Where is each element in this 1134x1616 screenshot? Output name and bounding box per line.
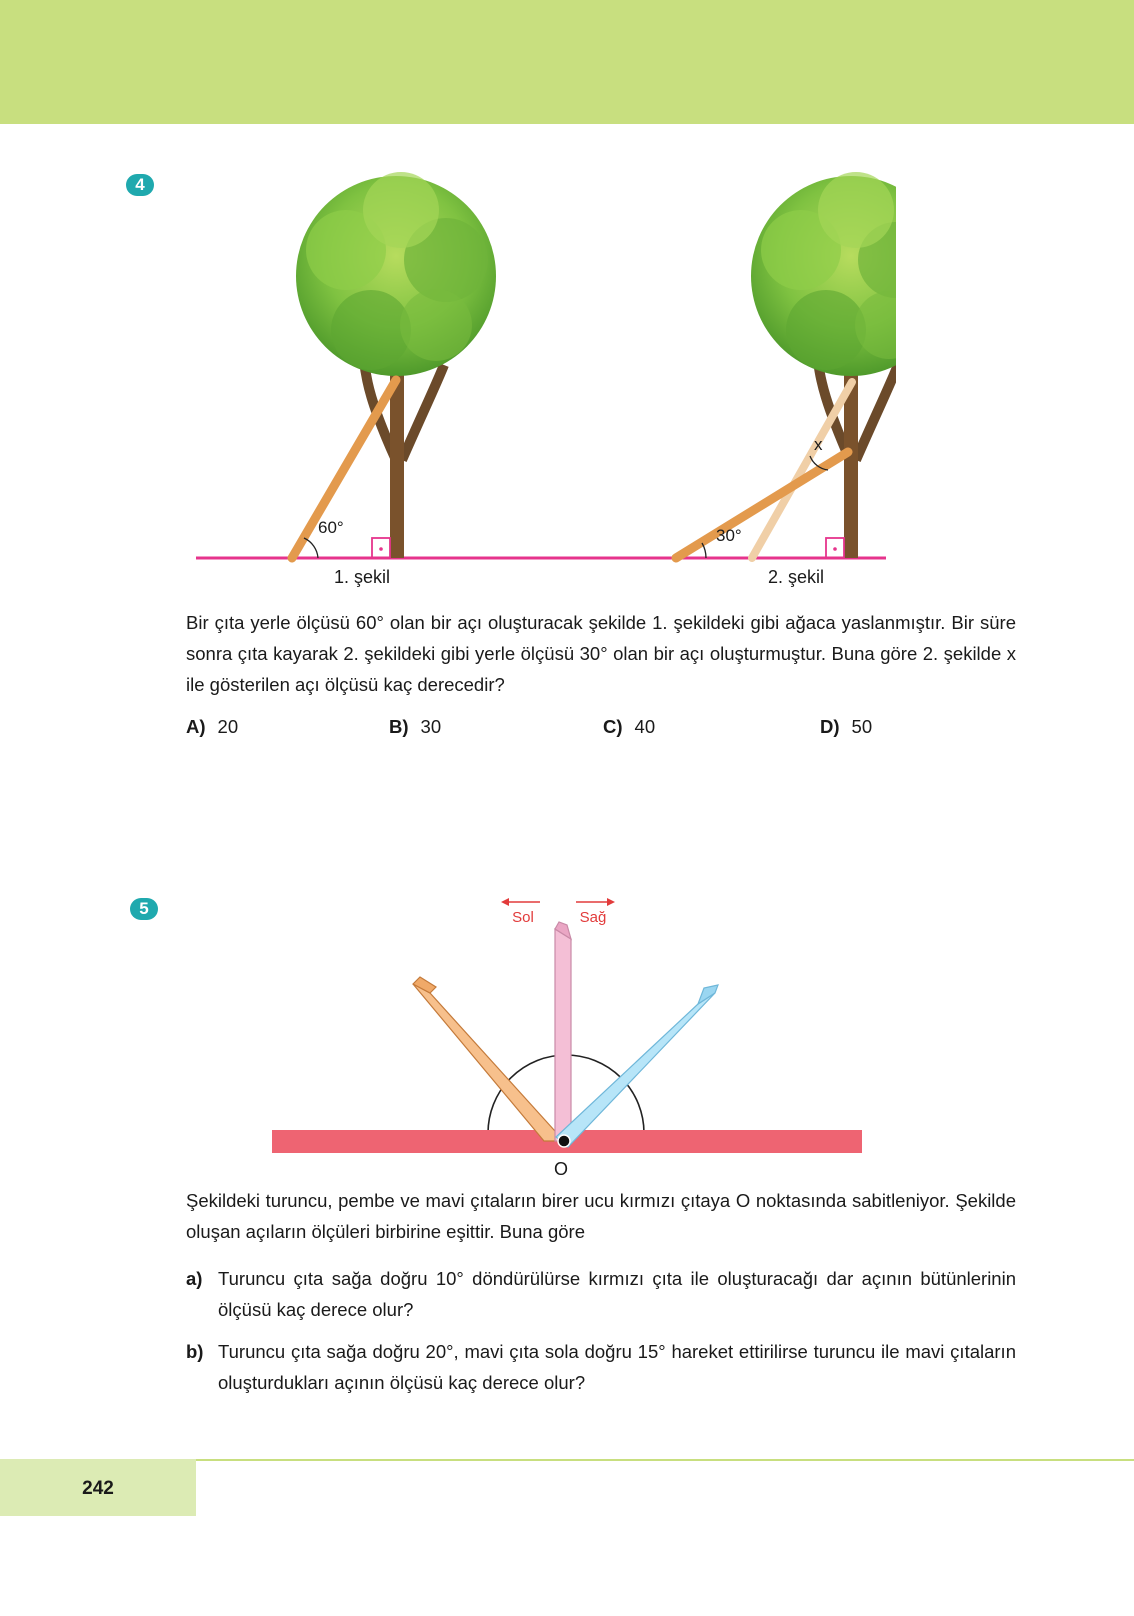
- question-4-badge: 4: [126, 174, 154, 196]
- question-5-badge: 5: [130, 898, 158, 920]
- figure-2-caption: 2. şekil: [767, 566, 825, 587]
- choice-a[interactable]: A) 20: [186, 716, 239, 737]
- question-4-choices: [186, 716, 946, 740]
- stick-2-previous: [752, 382, 852, 558]
- pink-stick: [555, 922, 571, 1141]
- question-5-item-b: b) Turuncu çıta sağa doğru 20°, mavi çıta sola doğru 15° hareket ettirilirse turuncu ile mavi çıtaların oluşturdukları açının ölçüsü kaç derece olur?: [186, 1341, 1016, 1393]
- question-4-text: Bir çıta yerle ölçüsü 60° olan bir açı oluşturacak şekilde 1. şekildeki gibi ağaca yaslanmıştır. Bir süre sonra çıta kayarak 2. şekildeki gibi yerle ölçüsü 30° olan bir açı oluşturmuştur. Buna göre 2. şekilde x ile gösterilen açı ölçüsü kaç derecedir?: [186, 612, 1016, 695]
- right-label: Sağ: [579, 909, 607, 926]
- pivot-point: [558, 1135, 570, 1147]
- question-5-intro: Şekildeki turuncu, pembe ve mavi çıtaların birer ucu kırmızı çıtaya O noktasında sabitleniyor. Şekilde oluşan açıların ölçüleri birbirine eşittir. Buna göre: [186, 1190, 1016, 1242]
- figure-1-caption: 1. şekil: [333, 566, 391, 587]
- question-4-figure: [196, 160, 896, 590]
- question-5-item-a: a) Turuncu çıta sağa doğru 10° döndürülürse kırmızı çıta ile oluşturacağı dar açının bütünlerinin ölçüsü kaç derece olur?: [186, 1268, 1016, 1320]
- angle-x-label: x: [814, 435, 823, 454]
- header-band: [0, 0, 1134, 124]
- choice-c[interactable]: C) 40: [603, 716, 656, 737]
- stick-1: [292, 380, 396, 558]
- question-5-figure: [260, 885, 870, 1175]
- choice-d[interactable]: D) 50: [820, 716, 873, 737]
- angle-60-label: 60°: [318, 518, 344, 537]
- choice-b[interactable]: B) 30: [389, 716, 442, 737]
- left-label: Sol: [512, 909, 534, 926]
- point-o-label: O: [553, 1159, 569, 1175]
- page-number: 242: [82, 1478, 114, 1499]
- angle-30-label: 30°: [716, 526, 742, 545]
- blue-stick: [556, 985, 718, 1147]
